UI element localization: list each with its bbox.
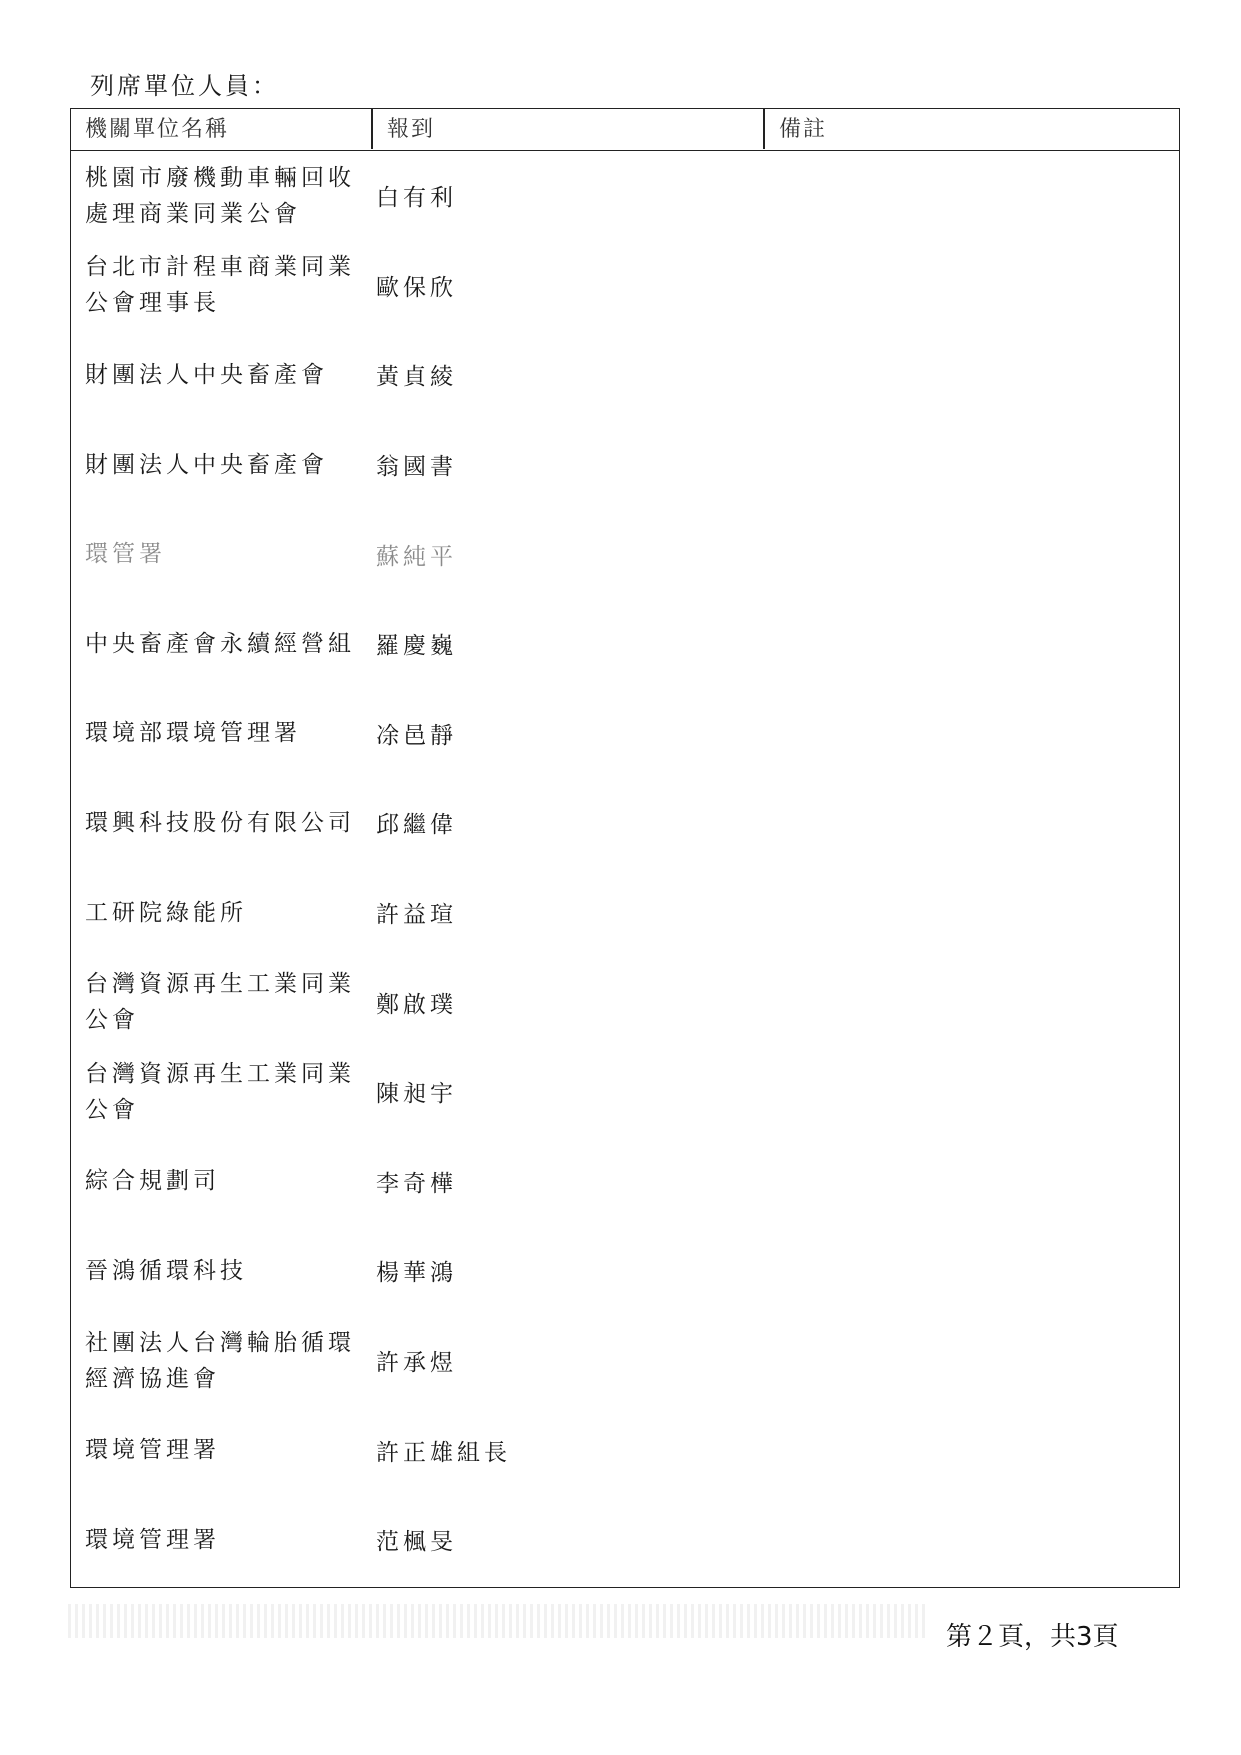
table-row (71, 241, 1179, 331)
table-row (71, 420, 1179, 510)
org-name: 台灣資源再生工業同業公會 (85, 971, 355, 1034)
org-name: 社團法人台灣輪胎循環經濟協進會 (85, 1329, 355, 1392)
attendee-name: 邱繼偉 (376, 812, 457, 839)
org-name: 台北市計程車商業同業公會理事長 (85, 254, 355, 317)
attendee-name: 歐保欣 (376, 274, 457, 301)
table-row (71, 1137, 1179, 1227)
table-row (71, 957, 1179, 1047)
attendee-name: 范楓旻 (376, 1529, 457, 1556)
attendee-name: 許益瑄 (376, 902, 457, 929)
org-name: 環境部環境管理署 (85, 720, 301, 747)
table-row (71, 509, 1179, 599)
header-signin: 報到 (387, 117, 436, 142)
attendee-name: 白有利 (376, 185, 457, 212)
org-name: 工研院綠能所 (85, 899, 247, 926)
header-remark: 備註 (779, 117, 828, 142)
table-body (71, 151, 1179, 1585)
table-row (71, 868, 1179, 958)
org-name: 環境管理署 (85, 1526, 220, 1553)
page-number: 第２頁，共3頁 (946, 1622, 1119, 1652)
org-name: 晉鴻循環科技 (85, 1257, 247, 1284)
table-row (71, 1047, 1179, 1137)
table-row (71, 1316, 1179, 1406)
table-row (71, 330, 1179, 420)
org-name: 桃園市廢機動車輛回收處理商業同業公會 (85, 164, 355, 227)
scan-noise (68, 1604, 928, 1638)
attendee-name: 鄭啟璞 (376, 991, 457, 1018)
org-name: 綜合規劃司 (85, 1168, 220, 1195)
header-org: 機關單位名稱 (85, 117, 230, 142)
attendance-table (70, 108, 1180, 1588)
attendee-name: 翁國書 (376, 454, 457, 481)
table-row (71, 151, 1179, 241)
table-header-row (71, 109, 1179, 151)
org-name: 環興科技股份有限公司 (85, 809, 355, 836)
attendee-name: 蘇純平 (376, 543, 457, 570)
table-row (71, 1405, 1179, 1495)
org-name: 環管署 (85, 541, 166, 568)
attendee-name: 黃貞綾 (376, 364, 457, 391)
section-title: 列席單位人員： (90, 72, 279, 100)
attendee-name: 凃邑靜 (376, 722, 457, 749)
table-row (71, 778, 1179, 868)
org-name: 台灣資源再生工業同業公會 (85, 1060, 355, 1123)
attendee-name: 許承煜 (376, 1350, 457, 1377)
table-row (71, 599, 1179, 689)
org-name: 中央畜產會永續經營組 (85, 630, 355, 657)
org-name: 環境管理署 (85, 1437, 220, 1464)
attendee-name: 羅慶巍 (376, 633, 457, 660)
org-name: 財團法人中央畜產會 (85, 451, 328, 478)
attendee-name: 李奇樺 (376, 1170, 457, 1197)
table-row (71, 689, 1179, 779)
table-row (71, 1495, 1179, 1585)
attendee-name: 陳昶宇 (376, 1081, 457, 1108)
attendee-name: 楊華鴻 (376, 1260, 457, 1287)
attendee-name: 許正雄組長 (376, 1439, 511, 1466)
org-name: 財團法人中央畜產會 (85, 361, 328, 388)
table-row (71, 1226, 1179, 1316)
